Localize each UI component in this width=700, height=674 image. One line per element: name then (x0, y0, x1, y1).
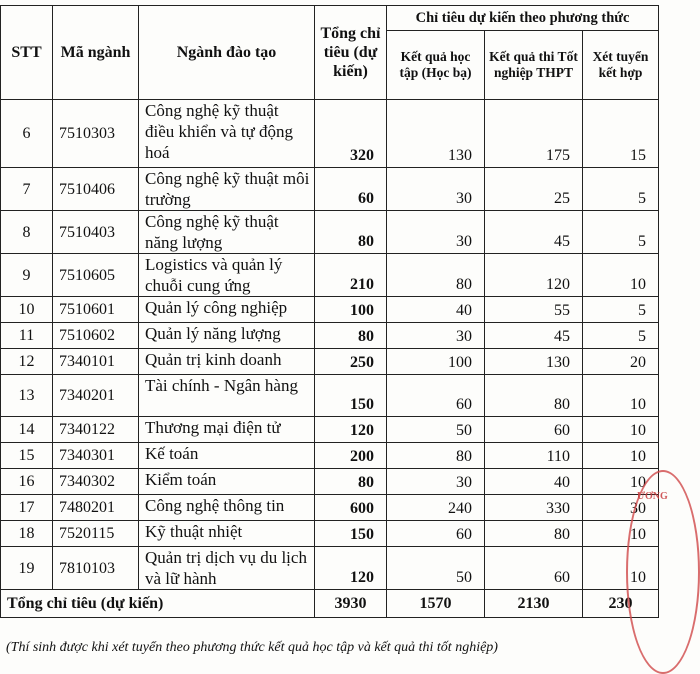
total-thpt: 2130 (485, 590, 583, 618)
thpt-cell: 55 (485, 297, 583, 323)
name-cell: Công nghệ kỹ thuật môi trường (139, 168, 315, 211)
stt-cell: 15 (1, 443, 53, 469)
code-cell: 7340122 (53, 417, 139, 443)
name-cell: Quản trị kinh doanh (139, 349, 315, 375)
ket-hop-cell: 30 (583, 495, 659, 521)
header-thpt: Kết quả thi Tốt nghiệp THPT (485, 31, 583, 100)
total-row (1, 590, 659, 618)
table-row (1, 254, 659, 297)
name-cell: Kỹ thuật nhiệt (139, 521, 315, 547)
hoc-ba-cell: 100 (387, 349, 485, 375)
admission-quota-table (0, 5, 668, 618)
name-cell: Thương mại điện tử (139, 417, 315, 443)
hoc-ba-cell: 130 (387, 100, 485, 168)
stt-cell: 8 (1, 211, 53, 254)
footnote: (Thí sinh được khi xét tuyển theo phương thức kết quả học tập và kết quả thi tốt nghiệp) (6, 640, 498, 655)
ket-hop-cell: 10 (583, 254, 659, 297)
hoc-ba-cell: 30 (387, 211, 485, 254)
hoc-ba-cell: 60 (387, 375, 485, 417)
total-cell: 80 (315, 469, 387, 495)
table-row (1, 417, 659, 443)
name-cell: Công nghệ kỹ thuật điều khiển và tự động hoá (139, 100, 315, 168)
header-method-group: Chỉ tiêu dự kiến theo phương thức (387, 6, 659, 31)
ket-hop-cell: 10 (583, 469, 659, 495)
table-row (1, 100, 659, 168)
stt-cell: 16 (1, 469, 53, 495)
stt-cell: 7 (1, 168, 53, 211)
name-cell: Công nghệ thông tin (139, 495, 315, 521)
header-nganh-dao-tao: Ngành đào tạo (139, 6, 315, 100)
ket-hop-cell: 10 (583, 547, 659, 590)
table-row (1, 443, 659, 469)
ket-hop-cell: 5 (583, 211, 659, 254)
table-row (1, 469, 659, 495)
stt-cell: 11 (1, 323, 53, 349)
total-cell: 80 (315, 211, 387, 254)
thpt-cell: 175 (485, 100, 583, 168)
table-row (1, 375, 659, 417)
thpt-cell: 80 (485, 521, 583, 547)
code-cell: 7510602 (53, 323, 139, 349)
thpt-cell: 40 (485, 469, 583, 495)
code-cell: 7340101 (53, 349, 139, 375)
stt-cell: 19 (1, 547, 53, 590)
name-cell: Logistics và quản lý chuỗi cung ứng (139, 254, 315, 297)
hoc-ba-cell: 80 (387, 443, 485, 469)
total-cell: 250 (315, 349, 387, 375)
total-cell: 120 (315, 417, 387, 443)
code-cell: 7510406 (53, 168, 139, 211)
ket-hop-cell: 10 (583, 375, 659, 417)
table-row (1, 547, 659, 590)
total-ket-hop: 230 (583, 590, 659, 618)
code-cell: 7340302 (53, 469, 139, 495)
table-row (1, 495, 659, 521)
name-cell: Kiểm toán (139, 469, 315, 495)
ket-hop-cell: 5 (583, 168, 659, 211)
thpt-cell: 120 (485, 254, 583, 297)
header-stt: STT (1, 6, 53, 100)
thpt-cell: 25 (485, 168, 583, 211)
table-row (1, 297, 659, 323)
total-sum: 3930 (315, 590, 387, 618)
header-ma-nganh: Mã ngành (53, 6, 139, 100)
total-cell: 60 (315, 168, 387, 211)
thpt-cell: 330 (485, 495, 583, 521)
ket-hop-cell: 5 (583, 297, 659, 323)
hoc-ba-cell: 50 (387, 547, 485, 590)
table-row (1, 349, 659, 375)
name-cell: Kế toán (139, 443, 315, 469)
ket-hop-cell: 20 (583, 349, 659, 375)
stt-cell: 9 (1, 254, 53, 297)
total-cell: 600 (315, 495, 387, 521)
stt-cell: 18 (1, 521, 53, 547)
ket-hop-cell: 10 (583, 417, 659, 443)
code-cell: 7510601 (53, 297, 139, 323)
total-cell: 150 (315, 521, 387, 547)
code-cell: 7340201 (53, 375, 139, 417)
code-cell: 7810103 (53, 547, 139, 590)
total-hoc-ba: 1570 (387, 590, 485, 618)
table-row (1, 168, 659, 211)
hoc-ba-cell: 80 (387, 254, 485, 297)
name-cell: Quản lý công nghiệp (139, 297, 315, 323)
header-tong-chi-tieu: Tổng chỉ tiêu (dự kiến) (315, 6, 387, 100)
name-cell: Quản lý năng lượng (139, 323, 315, 349)
hoc-ba-cell: 30 (387, 469, 485, 495)
thpt-cell: 45 (485, 211, 583, 254)
table-row (1, 521, 659, 547)
thpt-cell: 60 (485, 547, 583, 590)
hoc-ba-cell: 30 (387, 323, 485, 349)
thpt-cell: 60 (485, 417, 583, 443)
total-cell: 100 (315, 297, 387, 323)
table-row (1, 323, 659, 349)
ket-hop-cell: 15 (583, 100, 659, 168)
table-body (1, 100, 668, 590)
code-cell: 7480201 (53, 495, 139, 521)
code-cell: 7510403 (53, 211, 139, 254)
total-cell: 80 (315, 323, 387, 349)
stt-cell: 17 (1, 495, 53, 521)
table-row (1, 211, 659, 254)
total-cell: 150 (315, 375, 387, 417)
thpt-cell: 80 (485, 375, 583, 417)
total-label: Tổng chỉ tiêu (dự kiến) (1, 590, 315, 618)
stt-cell: 12 (1, 349, 53, 375)
thpt-cell: 130 (485, 349, 583, 375)
hoc-ba-cell: 30 (387, 168, 485, 211)
stamp-text: ƯƠNG (637, 491, 668, 502)
stt-cell: 13 (1, 375, 53, 417)
total-cell: 200 (315, 443, 387, 469)
stt-cell: 14 (1, 417, 53, 443)
hoc-ba-cell: 240 (387, 495, 485, 521)
total-cell: 120 (315, 547, 387, 590)
name-cell: Công nghệ kỹ thuật năng lượng (139, 211, 315, 254)
header-hoc-ba: Kết quả học tập (Học bạ) (387, 31, 485, 100)
thpt-cell: 45 (485, 323, 583, 349)
total-cell: 320 (315, 100, 387, 168)
code-cell: 7520115 (53, 521, 139, 547)
name-cell: Quản trị dịch vụ du lịch và lữ hành (139, 547, 315, 590)
code-cell: 7510303 (53, 100, 139, 168)
ket-hop-cell: 10 (583, 443, 659, 469)
thpt-cell: 110 (485, 443, 583, 469)
hoc-ba-cell: 50 (387, 417, 485, 443)
hoc-ba-cell: 60 (387, 521, 485, 547)
stt-cell: 6 (1, 100, 53, 168)
code-cell: 7510605 (53, 254, 139, 297)
hoc-ba-cell: 40 (387, 297, 485, 323)
name-cell: Tài chính - Ngân hàng (139, 375, 315, 417)
stt-cell: 10 (1, 297, 53, 323)
ket-hop-cell: 10 (583, 521, 659, 547)
code-cell: 7340301 (53, 443, 139, 469)
total-cell: 210 (315, 254, 387, 297)
header-ket-hop: Xét tuyển kết hợp (583, 31, 659, 100)
ket-hop-cell: 5 (583, 323, 659, 349)
